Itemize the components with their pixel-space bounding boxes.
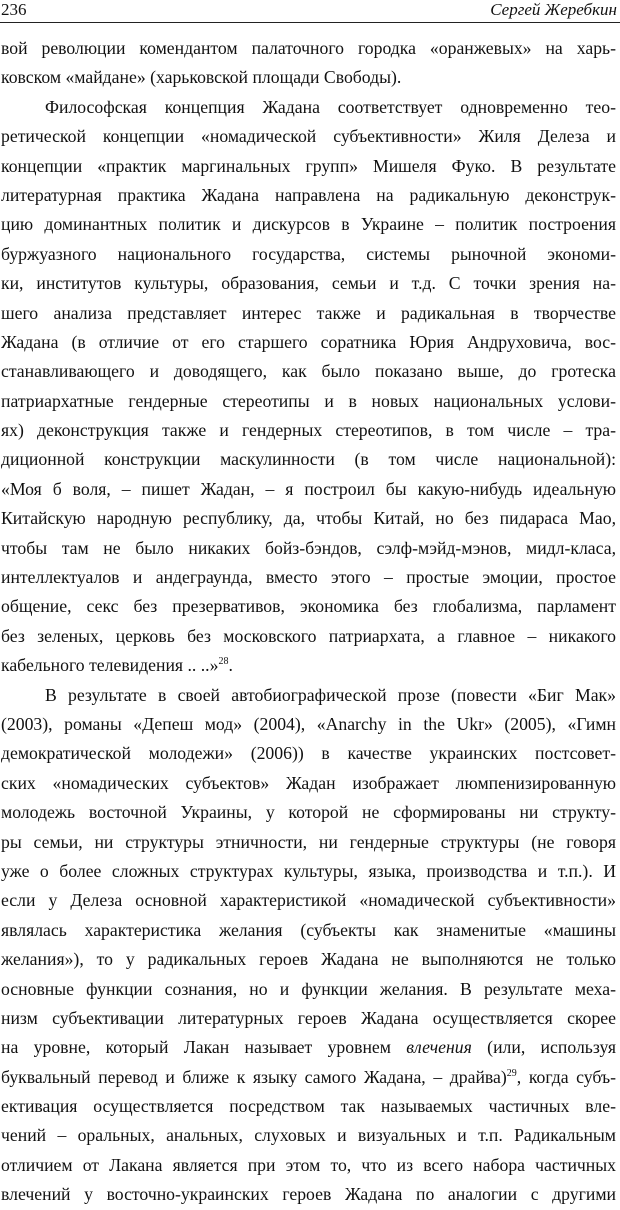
text-line: общение, секс без презервативов, экономика без глобализма, парламент <box>1 596 616 617</box>
page-number: 236 <box>1 0 27 19</box>
text-line: буржуазного национального государства, системы рыночной экономи- <box>1 243 616 264</box>
line-text: буквальный перевод и ближе к языку самого Жадана, – драйва) <box>1 1066 507 1087</box>
line-text: (или, используя <box>471 1037 616 1058</box>
text-line: являлась характеристика желания (субъекты как знаменитые «машины <box>1 919 616 940</box>
text-line: Китайскую народную республику, да, чтобы Китай, но без пидараса Мао, <box>1 508 616 529</box>
text-line: цию доминантных политик и дискурсов в Украине – политик построения <box>1 214 616 235</box>
italic-term: влечения <box>406 1037 472 1058</box>
text-line: Философская концепция Жадана соответствует одновременно тео- <box>45 96 616 117</box>
text-line: влечений у восточно-украинских героев Жадана по аналогии с другими <box>1 1184 616 1205</box>
text-line: демократической молодежи» (2006)) в качестве украинских постсовет- <box>1 743 616 764</box>
text-line: Жадана (в отличие от его старшего соратника Юрия Андруховича, вос- <box>1 331 616 352</box>
text-line: основные функции сознания, но и функции желания. В результате меха- <box>1 978 616 999</box>
text-line: патриархатные гендерные стереотипы и в новых национальных услови- <box>1 390 616 411</box>
text-line: ективация осуществляется посредством так называемых частичных вле- <box>1 1096 616 1117</box>
text-line: молодежь восточной Украины, у которой не сформированы ни структу- <box>1 802 616 823</box>
running-head-author: Сергей Жеребкин <box>490 0 617 19</box>
text-line: без зеленых, церковь без московского патриархата, а главное – никакого <box>1 625 616 646</box>
text-line: ки, институтов культуры, образования, семьи и т.д. С точки зрения на- <box>1 273 616 294</box>
text-line: ры семьи, ни структуры этничности, ни гендерные структуры (не говоря <box>1 831 616 852</box>
text-line: уже о более сложных структурах культуры, языка, производства и т.п.). И <box>1 860 616 881</box>
text-line: (2003), романы «Депеш мод» (2004), «Anarchy in the Ukr» (2005), «Гимн <box>1 713 616 734</box>
text-line: В результате в своей автобиографической прозе (повести «Биг Мак» <box>45 684 616 705</box>
text-line: ских «номадических субъектов» Жадан изображает люмпенизированную <box>1 772 616 793</box>
text-line: «Моя б воля, – пишет Жадан, – я построил бы какую-нибудь идеальную <box>1 478 616 499</box>
line-text: на уровне, который Лакан называет уровнем <box>1 1037 407 1058</box>
text-line: если у Делеза основной характеристикой «номадической субъективности» <box>1 890 616 911</box>
text-line: станавливающего и доводящего, как было показано выше, до гротеска <box>1 361 616 382</box>
line-text: , когда субъ- <box>516 1066 616 1087</box>
body-text <box>1 34 616 1210</box>
text-line: литературная практика Жадана направлена на радикальную деконструк- <box>1 184 616 205</box>
text-line: ретической концепции «номадической субъективности» Жиля Делеза и <box>1 126 616 147</box>
text-line: вой революции комендантом палаточного городка «оранжевых» на харь- <box>1 38 616 58</box>
line-text: кабельного телевидения .. ..» <box>1 655 219 676</box>
text-line: диционной конструкции маскулинности (в том числе национальной): <box>1 449 616 470</box>
footnote-ref-28: 28 <box>218 656 229 668</box>
page-header <box>0 0 620 23</box>
text-line: ковском «майдане» (харьковской площади Свободы). <box>1 67 402 88</box>
text-line: шего анализа представляет интерес также и радикальная в творчестве <box>1 302 616 323</box>
text-line: ях) деконструкция также и гендерных стереотипов, в том числе – тра- <box>1 420 616 441</box>
text-line: интеллектуалов и андеграунда, вместо этого – простые эмоции, простое <box>1 567 616 588</box>
text-line <box>1 1063 616 1092</box>
text-line: концепции «практик маргинальных групп» Мишеля Фуко. В результате <box>1 155 616 176</box>
text-line: чтобы там не было никаких бойз-бэндов, сэлф-мэйд-мэнов, мидл-класа, <box>1 537 616 558</box>
footnote-ref-29: 29 <box>506 1067 517 1079</box>
text-line: низм субъективации литературных героев Жадана осуществляется скорее <box>1 1007 616 1028</box>
text-line: кабельного телевидения .. ..»$^{28}$. <box>1 655 233 676</box>
text-line: отличием от Лакана является при этом то, что из всего набора частичных <box>1 1154 616 1175</box>
text-line: желания»), то у радикальных героев Жадана не выполняются не только <box>1 949 616 970</box>
text-line: чений – оральных, анальных, слуховых и визуальных и т.п. Радикальным <box>1 1125 616 1146</box>
text-line <box>1 1033 616 1062</box>
